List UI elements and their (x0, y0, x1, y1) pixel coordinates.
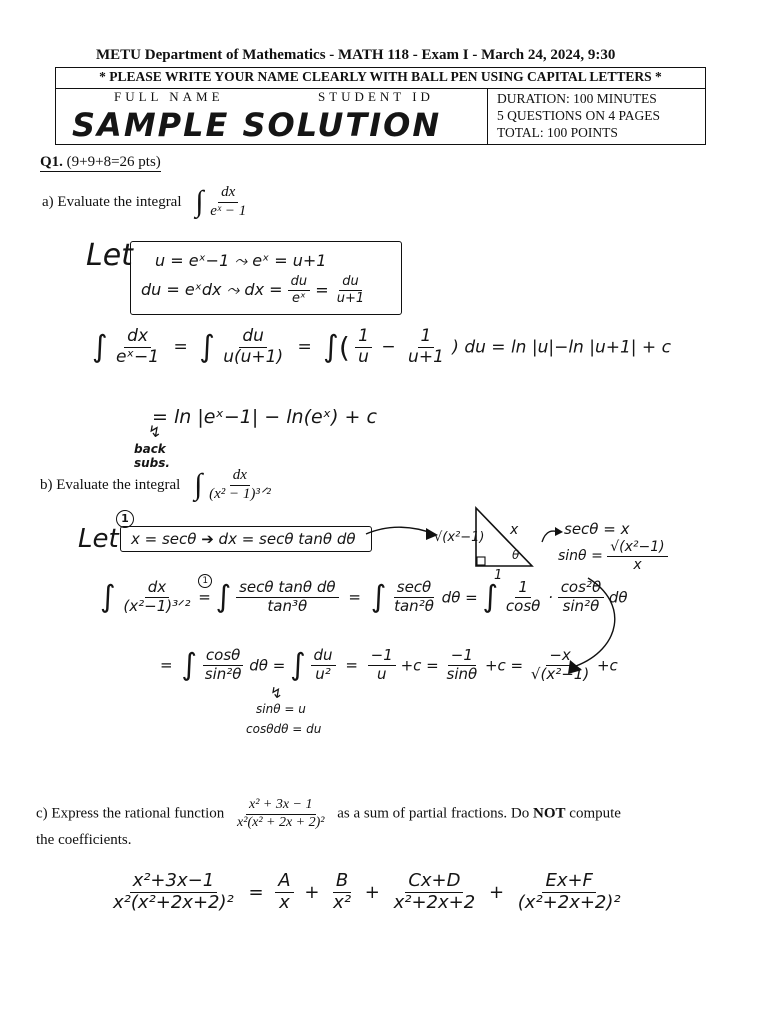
b-l1-frac3 (391, 580, 437, 615)
triangle-adjacent: 1 (494, 568, 503, 583)
sub-a-line2 (141, 275, 367, 305)
c-plus3: + (488, 881, 505, 903)
integral-sign: ∫ (215, 579, 232, 615)
a-l1-eq1: = (173, 337, 188, 358)
integral-sign: ∫ (195, 185, 204, 219)
b-l2-frac1-den: sin²θ (204, 664, 242, 683)
part-c-text2b: compute (569, 805, 621, 822)
total-info: TOTAL: 100 POINTS (497, 125, 618, 140)
student-id-label: STUDENT ID (318, 89, 434, 104)
c-lhs-num: x²+3x−1 (130, 872, 218, 893)
a-l1-frac4 (405, 328, 447, 367)
integral-sign: ∫ (323, 329, 339, 365)
relation-sin-num: √(x²−1) (607, 540, 667, 557)
b-l1-frac3-num: secθ (394, 580, 434, 598)
part-a-prompt (42, 185, 249, 220)
substitution-box-b: x = secθ ➔ dx = secθ tanθ dθ (120, 526, 372, 552)
questions-info: 5 QUESTIONS ON 4 PAGES (497, 108, 661, 123)
b-l1-frac5-num: cos²θ (558, 580, 604, 598)
let-label-b: Let (78, 524, 119, 554)
duration-info: DURATION: 100 MINUTES (497, 91, 657, 106)
c-term1-den: x (279, 891, 290, 913)
arrow-to-triangle (364, 520, 444, 550)
b-l1-dtheta2: dθ (608, 588, 628, 607)
sub-arrow-b: ↯ (270, 684, 283, 702)
sub-a-frac2-num: du (339, 275, 362, 291)
part-a-line2: = ln |eˣ−1| − ln(eˣ) + c (152, 406, 377, 428)
b-l2-eq: = (160, 656, 173, 675)
b-l2-frac5 (528, 648, 592, 683)
b-l2-frac1 (202, 648, 245, 683)
b-l1-dtheta1: dθ = (441, 588, 478, 607)
a-l1-eq2: = (297, 337, 312, 358)
q1-points: (9+9+8=26 pts) (66, 154, 161, 170)
part-c-rational-function (234, 798, 327, 830)
b-l2-c3: +c (596, 656, 618, 675)
c-term2-num: B (333, 872, 351, 893)
a-l1-frac3-num: 1 (355, 328, 372, 348)
b-l2-frac5-den: √(x²−1) (530, 664, 590, 683)
b-l1-eq2: = (348, 588, 361, 607)
relation-sec: secθ = x (564, 520, 630, 538)
c-term1 (275, 872, 293, 913)
a-l1-frac1-num: dx (124, 328, 151, 348)
b-l1-frac1-num: dx (145, 580, 169, 598)
exam-title: METU Department of Mathematics - MATH 118 - Exam I - March 24, 2024, 9:30 (96, 47, 616, 63)
c-lhs (110, 872, 237, 913)
header-table (55, 67, 706, 145)
b-l2-c2: +c = (484, 656, 524, 675)
b-l2-frac4-den: sinθ (446, 664, 478, 683)
c-term3-den: x²+2x+2 (393, 891, 476, 913)
triangle-angle: θ (512, 548, 520, 562)
a-l1-frac3 (355, 328, 372, 367)
relation-sin-frac (607, 540, 667, 572)
b-l2-eq2: = (345, 656, 358, 675)
part-b-integrand (206, 468, 274, 503)
part-c-text2a: as a sum of partial fractions. Do (337, 805, 530, 822)
integral-sign: ∫ (92, 329, 108, 365)
b-l2-c1: +c = (400, 656, 439, 675)
c-term3 (391, 872, 479, 913)
c-term4-num: Ex+F (542, 872, 595, 893)
integral-sign: ∫ (290, 647, 306, 683)
part-b-text: b) Evaluate the integral (40, 476, 181, 493)
part-c-answer (110, 872, 624, 913)
part-a-integrand (207, 185, 249, 220)
b-l2-frac2 (311, 648, 336, 683)
b-l2-frac3 (368, 648, 396, 683)
integral-sign: ∫ (482, 579, 499, 615)
a-l1-frac1-den: eˣ−1 (116, 346, 160, 367)
triangle-opposite: √(x²−1) (434, 530, 485, 545)
b-l2-frac1-num: cosθ (203, 648, 243, 666)
a-l1-frac1 (113, 328, 162, 367)
b-l1-frac4 (503, 580, 543, 615)
b-l2-frac5-num: −x (546, 648, 573, 666)
part-b-integrand-num: dx (230, 468, 250, 486)
b-l2-frac2-den: u² (315, 664, 331, 683)
sub-a-frac1 (288, 275, 311, 305)
b-l1-frac4-num: 1 (515, 580, 531, 598)
b-l1-frac3-den: tan²θ (394, 596, 434, 615)
substitution-box-a (130, 241, 402, 315)
circled-one-icon: 1 (116, 510, 134, 528)
c-lhs-den: x²(x²+2x+2)² (113, 891, 234, 913)
part-a-line1: ∫ $\frac{dx}{\text{eˣ−1}}$ = ∫ $\frac{du}{u(u+1)}$ = ∫( $\frac{1}{u}$ − $\frac{1}{u+1}$ ) du = ln |u|−ln |u+1| + c (92, 326, 671, 367)
c-term2-den: x² (333, 891, 352, 913)
integral-sign: ∫ (194, 468, 203, 502)
c-plus1: + (304, 881, 320, 903)
part-b-line1 (100, 576, 628, 615)
a-l1-minus: − (381, 337, 396, 358)
sub-note-b1: sinθ = u (256, 702, 306, 716)
a-l1-frac2-den: u(u+1) (223, 346, 284, 367)
a-l1-frac2 (220, 328, 286, 367)
b-l1-frac1 (120, 580, 193, 615)
c-term4 (515, 872, 624, 913)
b-l2-frac3-den: u (376, 664, 387, 683)
circled-one-small-icon: 1 (198, 574, 212, 588)
b-l2-frac3-num: −1 (368, 648, 396, 666)
sub-a-line2-text: du = eˣdx ⤳ dx = (141, 280, 283, 300)
c-term4-den: (x²+2x+2)² (517, 891, 621, 913)
b-l1-frac2-den: tan³θ (267, 596, 308, 615)
b-l1-dot: · (548, 588, 553, 607)
integral-sign: ∫ (370, 579, 387, 615)
sub-a-frac2 (334, 275, 367, 305)
relation-sin-den: x (633, 556, 642, 573)
relation-sin-text: sinθ = (558, 548, 603, 565)
part-c-prompt (36, 798, 621, 830)
part-b-line2 (160, 648, 618, 683)
b-l2-dtheta: dθ = (249, 656, 286, 675)
name-notice: * PLEASE WRITE YOUR NAME CLEARLY WITH BALL PEN USING CAPITAL LETTERS * (99, 69, 662, 84)
triangle-hypotenuse: x (510, 522, 519, 538)
b-l1-frac5-den: sin²θ (562, 596, 600, 615)
part-a-integrand-den: eˣ − 1 (210, 202, 247, 219)
relation-sin (558, 540, 668, 572)
part-b-integrand-den: (x² − 1)³ᐟ² (209, 485, 271, 502)
part-a-text: a) Evaluate the integral (42, 193, 182, 210)
part-c-rf-num: x² + 3x − 1 (246, 798, 316, 815)
let-label-a: Let (86, 238, 133, 273)
sub-a-frac2-den: u+1 (336, 290, 365, 306)
part-c-not: NOT (533, 805, 566, 822)
part-c-text3: the coefficients. (36, 832, 132, 848)
a-l1-frac3-den: u (358, 346, 369, 367)
sub-a-line1: u = eˣ−1 ⤳ eˣ = u+1 (155, 251, 327, 270)
a-l1-frac2-num: du (239, 328, 267, 348)
b-l1-frac4-den: cosθ (505, 596, 541, 615)
a-l1-frac4-num: 1 (418, 328, 435, 348)
c-term1-num: A (275, 872, 293, 893)
sub-a-frac1-num: du (288, 275, 311, 291)
a-l1-frac4-den: u+1 (408, 346, 444, 367)
integral-sign: ∫ (181, 647, 197, 683)
c-term2 (330, 872, 354, 913)
full-name-label: FULL NAME (114, 89, 224, 104)
part-a-integrand-num: dx (218, 185, 238, 203)
b-l1-frac2 (236, 580, 338, 615)
q1-heading (40, 154, 161, 172)
c-eq: = (248, 881, 264, 903)
sub-a-frac1-den: eˣ (292, 290, 306, 306)
b-l2-frac4-num: −1 (448, 648, 476, 666)
b-l2-frac4 (444, 648, 481, 683)
back-subs-arrow: ↯ (148, 422, 162, 441)
integral-sign: ∫ (199, 329, 215, 365)
part-c-rf-den: x²(x² + 2x + 2)² (237, 814, 325, 830)
integral-sign: ∫ (100, 579, 116, 615)
c-plus2: + (364, 881, 380, 903)
full-name-value: SAMPLE SOLUTION (72, 106, 442, 144)
a-l1-tail: ) du = ln |u|−ln |u+1| + c (452, 337, 671, 358)
b-l1-eq1: = 1 (198, 576, 211, 607)
sub-note-b2: cosθdθ = du (246, 722, 322, 736)
sub-a-eq: = (315, 280, 329, 300)
b-l2-frac2-num: du (311, 648, 336, 666)
b-l1-frac2-num: secθ tanθ dθ (236, 580, 338, 598)
back-subs-note: back subs. (134, 442, 170, 470)
header-divider-v (487, 88, 488, 144)
b-l1-frac1-den: (x²−1)³ᐟ² (123, 596, 191, 615)
q1-label: Q1. (40, 154, 63, 170)
c-term3-num: Cx+D (405, 872, 463, 893)
part-c-text1: c) Express the rational function (36, 805, 225, 822)
part-b-prompt (40, 468, 274, 503)
